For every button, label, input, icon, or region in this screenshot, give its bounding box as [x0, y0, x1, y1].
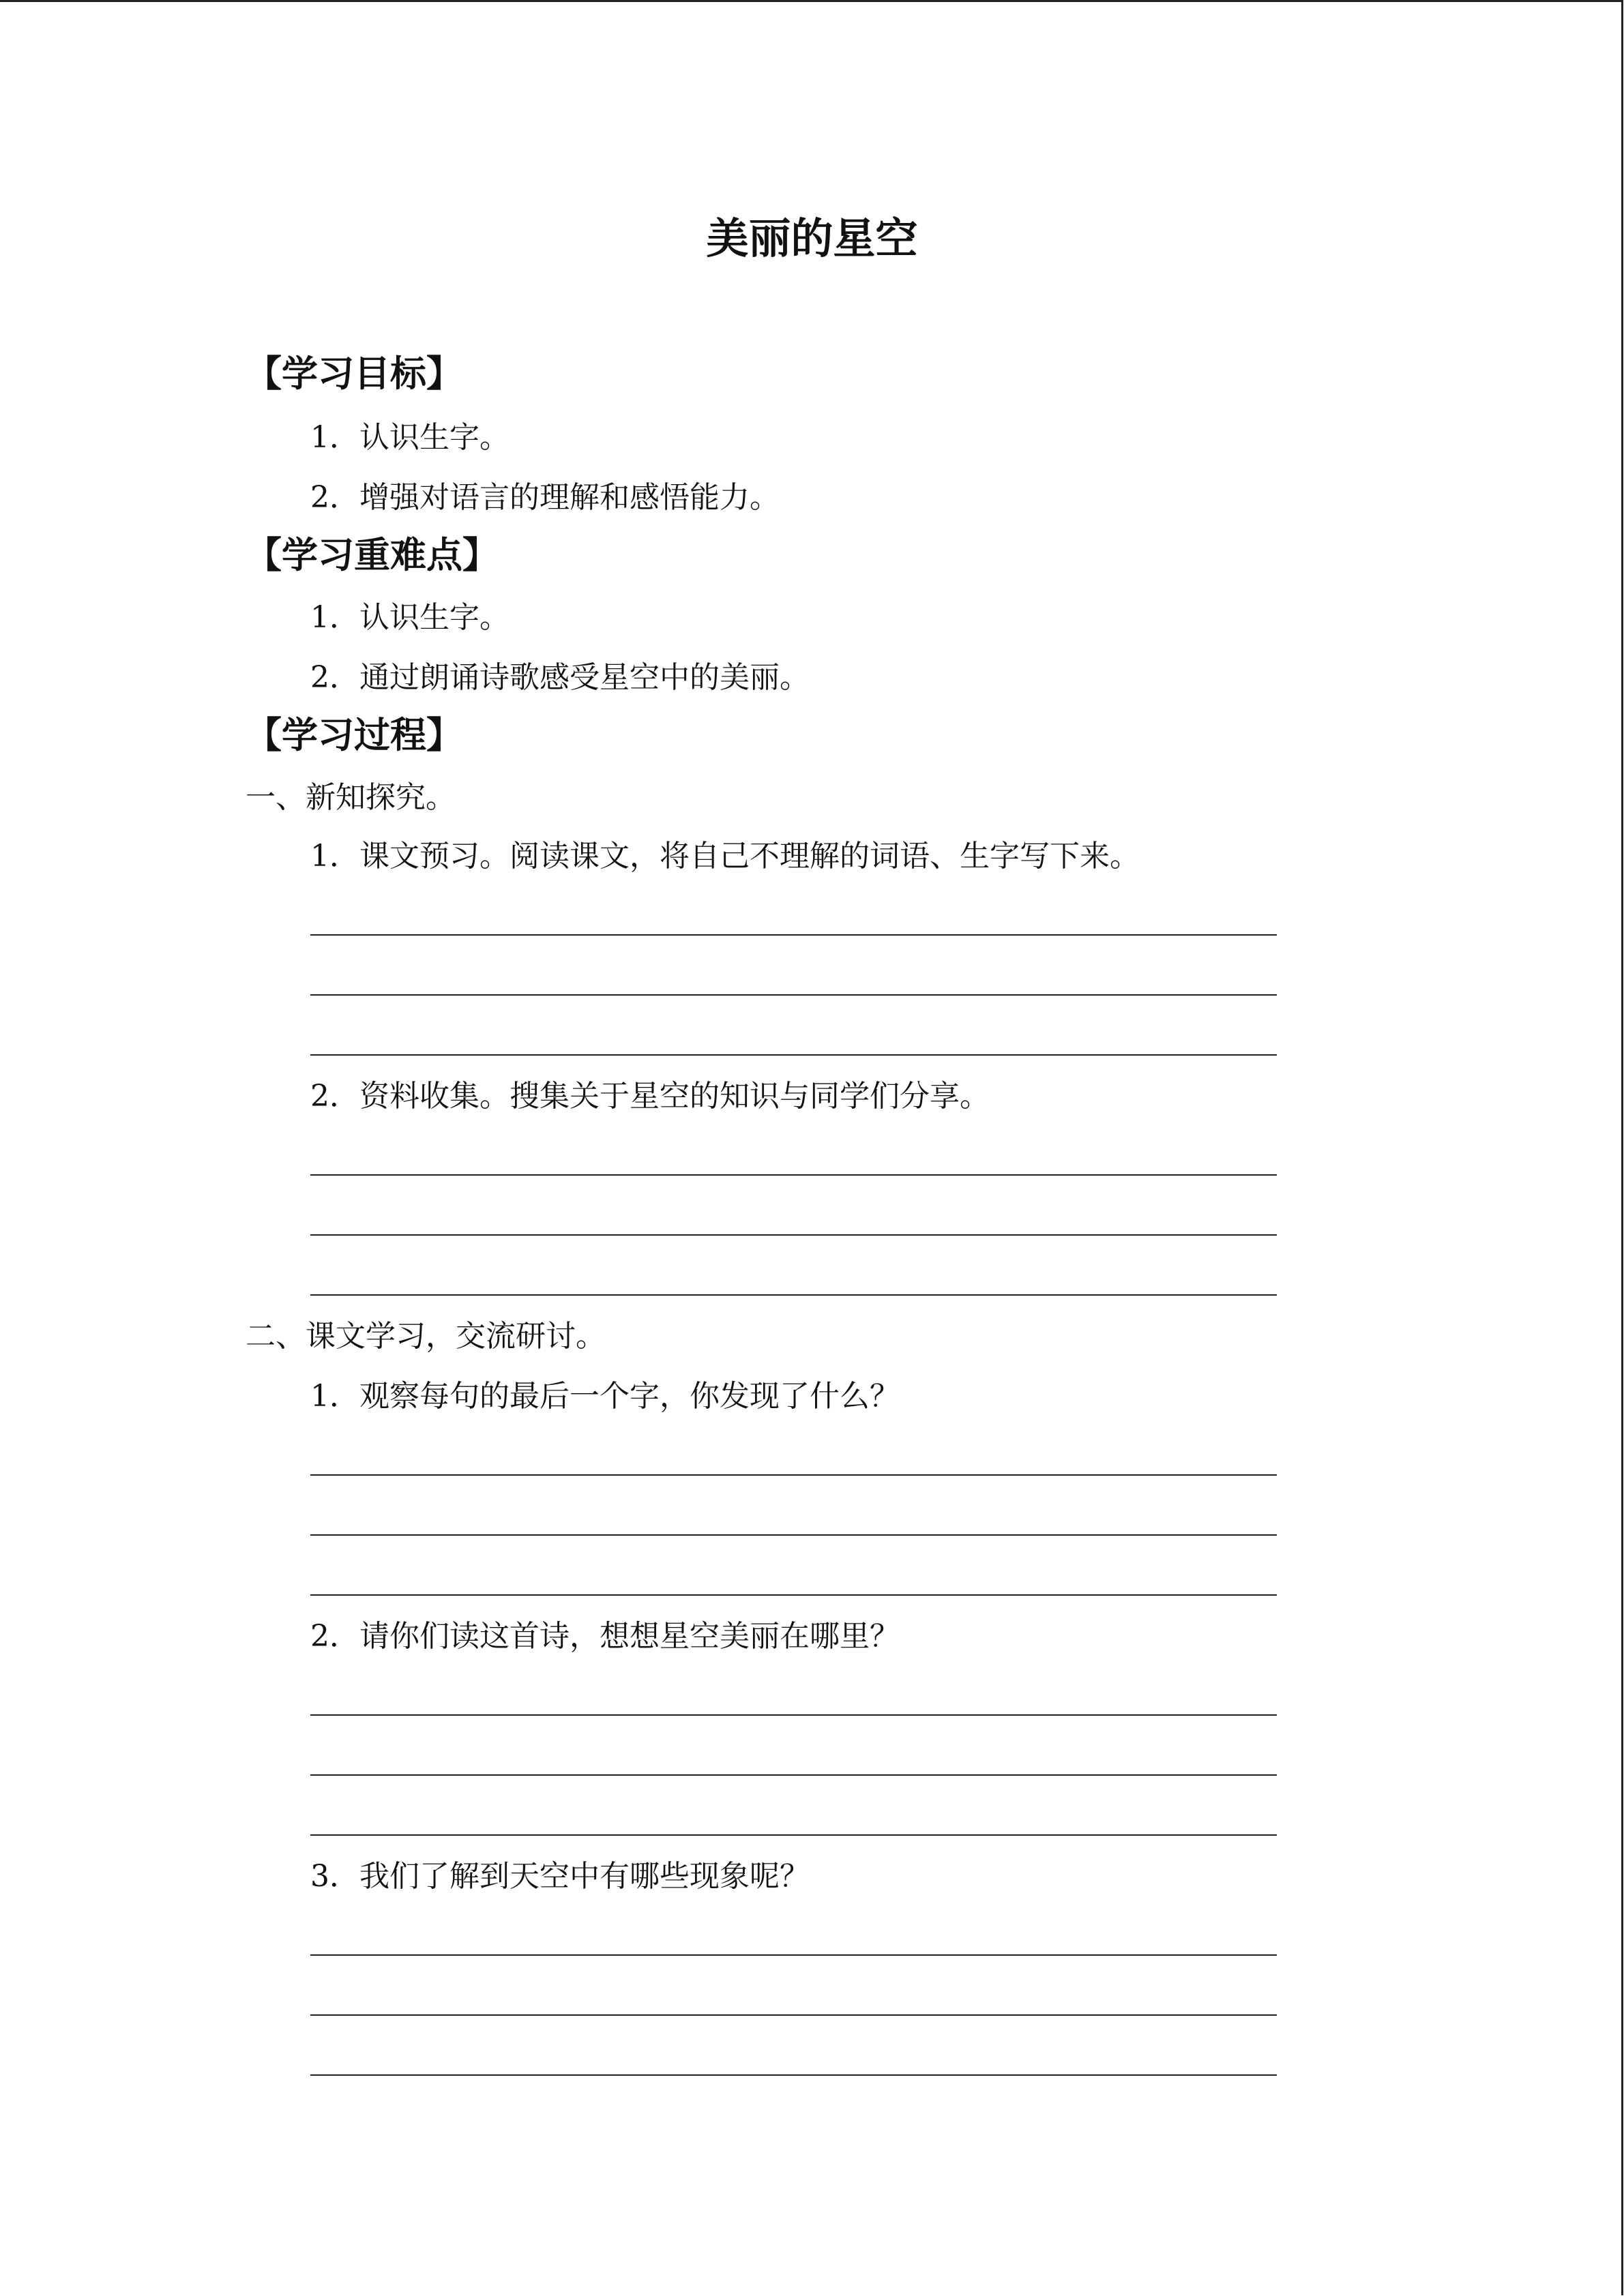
section-1-title: 一、新知探究。 — [246, 780, 456, 815]
answer-line[interactable] — [310, 1834, 1277, 1836]
answer-line[interactable] — [310, 1714, 1277, 1716]
objectives-heading: 【学习目标】 — [246, 353, 462, 395]
section-2-title: 二、课文学习，交流研讨。 — [246, 1319, 606, 1354]
section-1-question-1: 1．课文预习。阅读课文，将自己不理解的词语、生字写下来。 — [310, 839, 1140, 874]
answer-line[interactable] — [310, 1774, 1277, 1776]
section-2-question-2: 2．请你们读这首诗，想想星空美丽在哪里？ — [310, 1619, 900, 1654]
answer-line[interactable] — [310, 1534, 1277, 1536]
answer-line[interactable] — [310, 1294, 1277, 1296]
answer-line[interactable] — [310, 1234, 1277, 1236]
objective-item-1: 1．认识生字。 — [310, 420, 510, 455]
answer-line[interactable] — [310, 1474, 1277, 1476]
process-heading: 【学习过程】 — [246, 715, 462, 756]
answer-line[interactable] — [310, 1594, 1277, 1596]
section-2-question-3: 3．我们了解到天空中有哪些现象呢？ — [310, 1859, 810, 1894]
section-1-question-2: 2．资料收集。搜集关于星空的知识与同学们分享。 — [310, 1079, 990, 1114]
answer-line[interactable] — [310, 934, 1277, 936]
answer-line[interactable] — [310, 1174, 1277, 1176]
key-point-item-1: 1．认识生字。 — [310, 600, 510, 635]
answer-line[interactable] — [310, 2074, 1277, 2076]
answer-line[interactable] — [310, 2014, 1277, 2016]
key-point-item-2: 2．通过朗诵诗歌感受星空中的美丽。 — [310, 660, 810, 695]
section-2-question-1: 1．观察每句的最后一个字，你发现了什么？ — [310, 1379, 900, 1414]
page-title: 美丽的星空 — [706, 213, 918, 263]
answer-line[interactable] — [310, 994, 1277, 996]
answer-line[interactable] — [310, 1054, 1277, 1056]
objective-item-2: 2．增强对语言的理解和感悟能力。 — [310, 480, 780, 515]
key-points-heading: 【学习重难点】 — [246, 535, 499, 576]
answer-line[interactable] — [310, 1954, 1277, 1956]
